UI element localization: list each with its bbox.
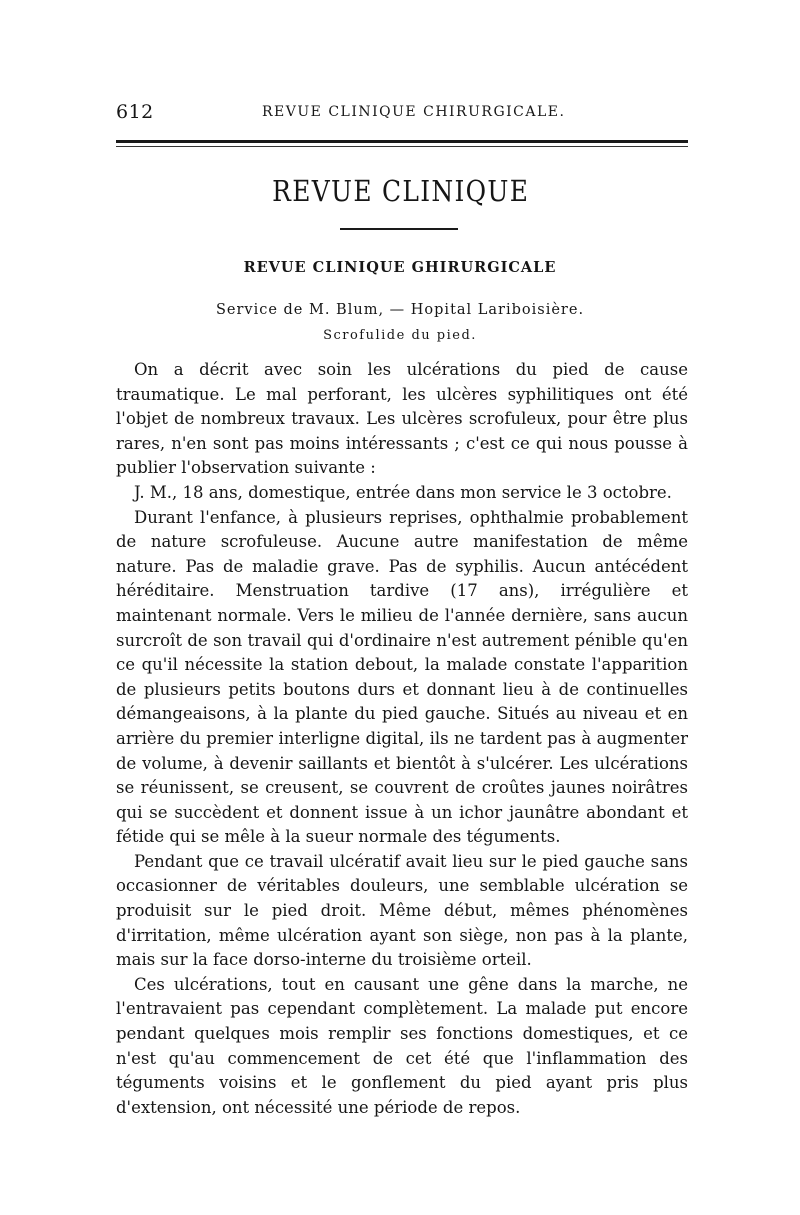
section-title: REVUE CLINIQUE — [272, 174, 530, 208]
case-title: Scrofulide du pied. — [323, 328, 477, 343]
running-head: REVUE CLINIQUE CHIRURGICALE. — [262, 104, 566, 120]
title-rule — [340, 228, 458, 230]
paragraph: Ces ulcérations, tout en causant une gêne dans la marche, ne l'entravaient pas cependant complètement. La malade put encore pendant quelques mois remplir ses fonctions domestiques, et ce n'est qu'au commencement de cet été que l'inflammation des téguments voisins et le gonflement du pied ayant pris plus d'extension, ont nécessité une période de repos. — [116, 974, 688, 1117]
paragraph: On a décrit avec soin les ulcérations du pied de cause traumatique. Le mal perforant, les ulcères syphilitiques ont été l'objet de nombreux travaux. Les ulcères scrofuleux, pour être plus rares, n'en sont pas moins intéressants ; c'est ce qui nous pousse à publier l'observation suivante : — [116, 360, 688, 478]
subsection-title: REVUE CLINIQUE GHIRURGICALE — [243, 259, 557, 276]
article-body — [116, 358, 688, 1120]
service-line: Service de M. Blum, — Hopital Lariboisière. — [215, 302, 585, 318]
paragraph: J. M., 18 ans, domestique, entrée dans mon service le 3 octobre. — [134, 482, 672, 502]
paragraph: Pendant que ce travail ulcératif avait lieu sur le pied gauche sans occasionner de véritables douleurs, une semblable ulcération se produisit sur le pied droit. Même début, mêmes phénomènes d'irritation, même ulcération ayant son siège, non pas à la plante, mais sur la face dorso-interne du troisième orteil. — [116, 851, 688, 970]
header-rule-thick — [116, 140, 688, 143]
page-number: 612 — [116, 101, 154, 123]
paragraph: Durant l'enfance, à plusieurs reprises, ophthalmie probablement de nature scrofuleuse. Aucune autre manifestation de même nature. Pas de maladie grave. Pas de syphilis. Aucun antécédent héréditaire. Menstruation tardive (17 ans), irrégulière et maintenant normale. Vers le milieu de l'année dernière, sans aucun surcroît de son travail qui d'ordinaire n'est autrement pénible qu'en ce qu'il nécessite la station debout, la malade constate l'apparition de plusieurs petits boutons durs et donnant lieu à de continuelles démangeaisons, à la plante du pied gauche. Situés au niveau et en arrière du premier interligne digital, ils ne tardent pas à augmenter de volume, à devenir saillants et bientôt à s'ulcérer. Les ulcérations se réunissent, se creusent, se couvrent de croûtes jaunes noirâtres qui se succèdent et donnent issue à un ichor jaunâtre abondant et fétide qui se mêle à la sueur normale des téguments. — [116, 507, 688, 847]
header-rule-thin — [116, 146, 688, 147]
